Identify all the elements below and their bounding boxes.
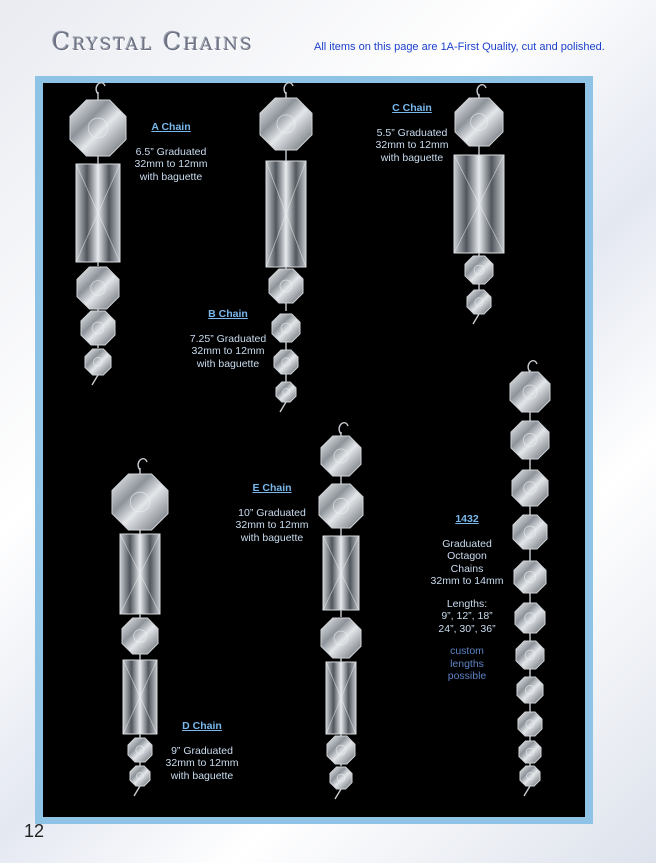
page-title: Crystal Chains bbox=[52, 28, 254, 56]
chain-d-line: 9” Graduated bbox=[171, 744, 233, 757]
chain-e-line: 10” Graduated bbox=[238, 506, 306, 519]
octagon-crystal bbox=[513, 515, 547, 549]
octagon-crystal bbox=[514, 561, 546, 593]
quality-note: All items on this page are 1A-First Quality, cut and polished. bbox=[314, 41, 605, 53]
chain-d-label bbox=[158, 720, 246, 782]
octagon-crystal bbox=[321, 618, 361, 658]
octagon-crystal bbox=[518, 712, 542, 736]
chain-a-line: 6.5” Graduated bbox=[135, 145, 207, 158]
lengths-title: Lengths: bbox=[446, 597, 488, 610]
octagon-crystal bbox=[327, 736, 355, 764]
chain-d-name: D Chain bbox=[182, 720, 222, 732]
octagon-crystal bbox=[319, 484, 363, 528]
lengths-line: 9”, 12”, 18” bbox=[441, 610, 493, 622]
chain-c-name: C Chain bbox=[392, 102, 432, 114]
chain-d-line: with baguette bbox=[170, 769, 234, 782]
octagon-crystal bbox=[517, 677, 543, 703]
page-number: 12 bbox=[24, 821, 45, 841]
custom-note bbox=[418, 645, 516, 683]
octagon-chain-line: 32mm to 14mm bbox=[430, 575, 504, 587]
octagon-crystal bbox=[510, 372, 550, 412]
chain-c-line: 5.5” Graduated bbox=[376, 126, 448, 139]
octagon-crystal bbox=[465, 256, 493, 284]
octagon-crystal bbox=[269, 269, 303, 303]
chain-d-line: 32mm to 12mm bbox=[165, 757, 239, 769]
hook bbox=[280, 402, 286, 412]
octagon-crystal bbox=[516, 641, 544, 669]
chain-c-label bbox=[369, 102, 455, 164]
octagon-chain-label bbox=[418, 513, 516, 683]
octagon-crystal bbox=[85, 349, 111, 375]
hook bbox=[134, 786, 140, 796]
chain-b-label bbox=[184, 308, 272, 370]
octagon-crystal bbox=[260, 98, 312, 150]
octagon-crystal bbox=[330, 767, 352, 789]
octagon-crystal bbox=[122, 618, 158, 654]
chain-e-label bbox=[228, 482, 316, 544]
octagon-crystal bbox=[77, 267, 119, 309]
octagon-chain-name: 1432 bbox=[455, 513, 479, 525]
chain-b-name: B Chain bbox=[208, 308, 248, 320]
chain-b-line: 32mm to 12mm bbox=[191, 345, 265, 357]
hook bbox=[92, 375, 98, 385]
octagon-crystal bbox=[112, 474, 168, 530]
octagon-crystal bbox=[515, 603, 545, 633]
custom-note-line: custom bbox=[450, 645, 484, 657]
octagon-crystal bbox=[321, 436, 361, 476]
chain-b-line: with baguette bbox=[196, 357, 260, 370]
octagon-crystal bbox=[130, 766, 150, 786]
chain-c-line: 32mm to 12mm bbox=[375, 139, 449, 151]
chain-a-name: A Chain bbox=[151, 121, 191, 133]
octagon-chain-line: Graduated bbox=[442, 537, 492, 550]
chain-e-line: 32mm to 12mm bbox=[235, 519, 309, 531]
octagon-crystal bbox=[467, 290, 491, 314]
octagon-crystal bbox=[274, 350, 298, 374]
chain-a-line: 32mm to 12mm bbox=[134, 158, 208, 170]
octagon-crystal bbox=[70, 100, 126, 156]
chain-b-line: 7.25” Graduated bbox=[189, 332, 267, 345]
chain-a-line: with baguette bbox=[139, 170, 203, 183]
chain-e-line: with baguette bbox=[240, 531, 304, 544]
octagon-crystal bbox=[512, 470, 548, 506]
octagon-crystal bbox=[519, 741, 541, 763]
octagon-crystal bbox=[272, 314, 300, 342]
custom-note-line: lengths bbox=[450, 657, 484, 670]
chain-c-line: with baguette bbox=[380, 151, 444, 164]
octagon-crystal bbox=[511, 421, 549, 459]
octagon-crystal bbox=[81, 311, 115, 345]
octagon-crystal bbox=[128, 738, 152, 762]
hook bbox=[335, 789, 341, 799]
chain-a-label bbox=[128, 121, 214, 183]
octagon-crystal bbox=[276, 382, 296, 402]
lengths-line: 24”, 30”, 36” bbox=[438, 622, 496, 635]
octagon-crystal bbox=[455, 98, 503, 146]
hook bbox=[524, 786, 530, 796]
octagon-chain-line: Chains bbox=[450, 562, 484, 575]
octagon-chain-line: Octagon bbox=[447, 550, 487, 562]
hook bbox=[473, 314, 479, 324]
octagon-crystal bbox=[520, 766, 540, 786]
custom-note-line: possible bbox=[447, 670, 487, 682]
chain-e-name: E Chain bbox=[252, 482, 292, 494]
